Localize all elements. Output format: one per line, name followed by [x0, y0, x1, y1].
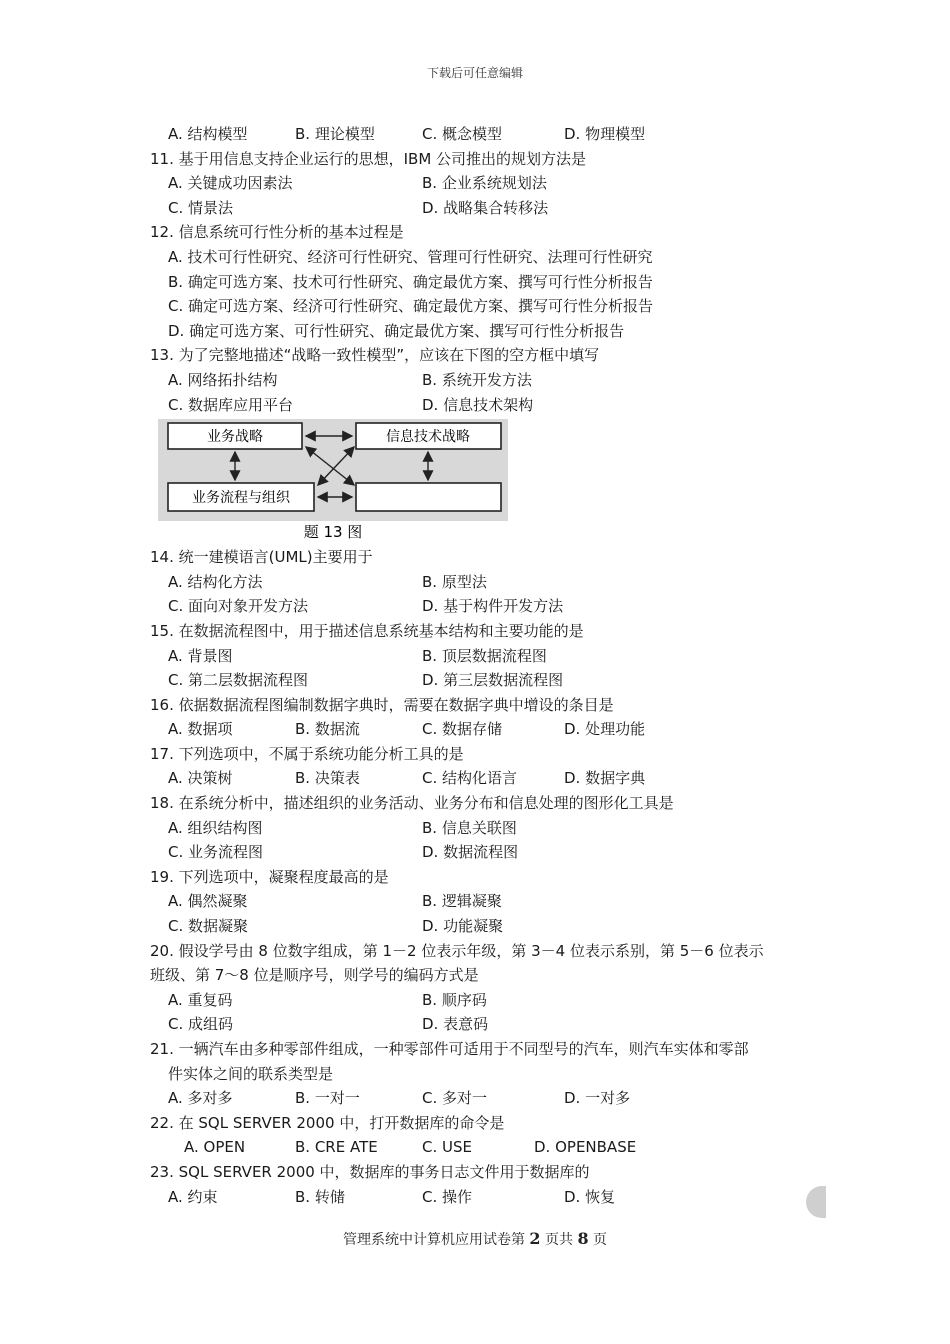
scan-edge-mark — [806, 1186, 826, 1218]
box-empty — [356, 483, 501, 511]
answer-option: D. 基于构件开发方法 — [422, 597, 564, 616]
footer-suffix: 页 — [588, 1232, 608, 1248]
answer-option: A. 偶然凝聚 — [168, 892, 248, 911]
answer-option: C. 数据库应用平台 — [168, 395, 294, 414]
answer-options — [150, 1012, 830, 1037]
answer-option: C. 概念模型 — [422, 125, 503, 143]
question-stem — [150, 865, 830, 890]
answer-option: B. 逻辑凝聚 — [422, 892, 502, 911]
question-text: 15. 在数据流程图中，用于描述信息系统基本结构和主要功能的是 — [150, 621, 584, 640]
answer-option: D. 一对多 — [564, 1089, 631, 1108]
answer-option: C. 数据凝聚 — [168, 917, 249, 936]
question-stem — [150, 693, 830, 718]
answer-options — [150, 393, 830, 418]
answer-options — [150, 1185, 830, 1210]
answer-options — [150, 644, 830, 669]
answer-option: D. 处理功能 — [564, 720, 646, 739]
answer-option: C. 第二层数据流程图 — [168, 671, 309, 690]
answer-option: D. 物理模型 — [564, 125, 646, 143]
answer-option: C. 多对一 — [422, 1089, 488, 1108]
answer-option: A. OPEN — [184, 1138, 246, 1157]
answer-option: A. 关键成功因素法 — [168, 174, 293, 193]
answer-option: A. 重复码 — [168, 990, 233, 1009]
answer-options — [150, 1086, 830, 1111]
answer-option: C. 数据存储 — [422, 720, 503, 739]
answer-options — [150, 717, 830, 742]
answer-option: A. 技术可行性研究、经济可行性研究、管理可行性研究、法理可行性研究 — [168, 247, 653, 266]
figure-caption: 题 13 图 — [303, 523, 363, 542]
question-stem — [150, 791, 830, 816]
answer-options — [150, 368, 830, 393]
strategy-alignment-diagram — [158, 419, 830, 545]
question-text: 12. 信息系统可行性分析的基本过程是 — [150, 223, 404, 242]
footer-page-number: 2 — [529, 1229, 541, 1248]
answer-options — [150, 668, 830, 693]
answer-option: B. 数据流 — [295, 720, 360, 739]
answer-option: C. 面向对象开发方法 — [168, 597, 309, 616]
question-stem — [150, 1037, 830, 1062]
answer-option: D. 数据流程图 — [422, 843, 519, 862]
answer-option: C. 确定可选方案、经济可行性研究、确定最优方案、撰写可行性分析报告 — [168, 297, 654, 316]
question-stem — [150, 963, 830, 988]
answer-option: B. 原型法 — [422, 572, 487, 591]
answer-option: D. 第三层数据流程图 — [422, 671, 564, 690]
answer-options — [150, 1135, 830, 1160]
answer-option: A. 网络拓扑结构 — [168, 370, 278, 389]
answer-option: A. 多对多 — [168, 1089, 233, 1108]
answer-option: B. 企业系统规划法 — [422, 174, 547, 193]
answer-options — [150, 816, 830, 841]
question-text: 19. 下列选项中，凝聚程度最高的是 — [150, 867, 389, 886]
footer-total-pages: 8 — [577, 1229, 589, 1248]
answer-option: A. 结构化方法 — [168, 572, 263, 591]
question-stem — [150, 1160, 830, 1185]
answer-option: B. 决策表 — [295, 769, 360, 788]
question-stem — [150, 742, 830, 767]
answer-option: C. 操作 — [422, 1187, 473, 1206]
exam-page-body — [150, 122, 830, 1209]
answer-option: A. 背景图 — [168, 646, 233, 665]
answer-options — [150, 988, 830, 1013]
answer-options — [150, 889, 830, 914]
answer-option: D. 确定可选方案、可行性研究、确定最优方案、撰写可行性分析报告 — [168, 321, 625, 340]
answer-option: D. OPENBASE — [534, 1138, 637, 1157]
answer-option: C. 成组码 — [168, 1015, 234, 1034]
answer-option: A. 组织结构图 — [168, 818, 263, 837]
answer-options — [150, 294, 830, 319]
answer-options — [150, 245, 830, 270]
answer-options — [150, 171, 830, 196]
answer-option: A. 约束 — [168, 1187, 218, 1206]
answer-options — [150, 914, 830, 939]
answer-option: A. 数据项 — [168, 720, 233, 739]
answer-options — [150, 196, 830, 221]
answer-option: B. 确定可选方案、技术可行性研究、确定最优方案、撰写可行性分析报告 — [168, 272, 653, 291]
answer-option: A. 结构模型 — [168, 125, 248, 143]
answer-option: D. 表意码 — [422, 1015, 489, 1034]
label-business-strategy: 业务战略 — [207, 429, 263, 446]
question-text: 11. 基于用信息支持企业运行的思想，IBM 公司推出的规划方法是 — [150, 149, 587, 168]
answer-option: C. 业务流程图 — [168, 843, 264, 862]
answer-option: C. 情景法 — [168, 198, 234, 217]
answer-options — [150, 1062, 830, 1087]
answer-option: D. 信息技术架构 — [422, 395, 534, 414]
question-stem — [150, 220, 830, 245]
answer-options — [150, 594, 830, 619]
question-text: 16. 依据数据流程图编制数据字典时，需要在数据字典中增设的条目是 — [150, 695, 614, 714]
answer-option: B. 理论模型 — [295, 125, 375, 143]
answer-options — [150, 840, 830, 865]
question-text: 17. 下列选项中，不属于系统功能分析工具的是 — [150, 744, 464, 763]
answer-options — [150, 319, 830, 344]
answer-option: B. 顶层数据流程图 — [422, 646, 547, 665]
page-footer — [0, 1229, 950, 1249]
question-text: 21. 一辆汽车由多种零部件组成，一种零部件可适用于不同型号的汽车，则汽车实体和零部 — [150, 1040, 749, 1058]
answer-option: D. 战略集合转移法 — [422, 198, 549, 217]
answer-options — [150, 570, 830, 595]
answer-option: D. 功能凝聚 — [422, 917, 504, 936]
answer-option: B. CRE ATE — [295, 1138, 378, 1157]
question-stem — [150, 343, 830, 368]
question-stem — [150, 1111, 830, 1136]
answer-option: B. 信息关联图 — [422, 818, 517, 837]
answer-option: D. 恢复 — [564, 1187, 616, 1206]
footer-prefix: 管理系统中计算机应用试卷第 — [342, 1232, 530, 1248]
question-text: 14. 统一建模语言(UML)主要用于 — [150, 548, 373, 567]
answer-option: B. 一对一 — [295, 1089, 360, 1108]
answer-option: D. 数据字典 — [564, 769, 646, 788]
question-text: 23. SQL SERVER 2000 中，数据库的事务日志文件用于数据库的 — [150, 1162, 590, 1181]
question-stem — [150, 545, 830, 570]
answer-option: C. USE — [422, 1138, 472, 1157]
answer-option: A. 决策树 — [168, 769, 233, 788]
answer-option: B. 系统开发方法 — [422, 370, 532, 389]
answer-option: B. 转储 — [295, 1187, 345, 1206]
question-text: 班级、第 7～8 位是顺序号，则学号的编码方式是 — [150, 966, 479, 985]
label-business-process: 业务流程与组织 — [192, 490, 290, 507]
answer-options — [150, 766, 830, 791]
page-header: 下载后可任意编辑 — [426, 66, 523, 80]
answer-options — [150, 122, 830, 147]
question-stem — [150, 939, 830, 964]
question-stem — [150, 147, 830, 172]
question-text: 22. 在 SQL SERVER 2000 中，打开数据库的命令是 — [150, 1113, 505, 1132]
question-text: 13. 为了完整地描述“战略一致性模型”，应该在下图的空方框中填写 — [150, 346, 600, 365]
footer-middle: 页共 — [540, 1232, 578, 1248]
question-text: 20. 假设学号由 8 位数字组成，第 1－2 位表示年级，第 3－4 位表示系别，第 5－6 位表示 — [150, 941, 764, 960]
answer-option: B. 顺序码 — [422, 990, 487, 1009]
answer-option: C. 结构化语言 — [422, 769, 518, 788]
question-stem — [150, 619, 830, 644]
label-it-strategy: 信息技术战略 — [386, 429, 470, 446]
answer-option: 件实体之间的联系类型是 — [168, 1064, 334, 1083]
diagram-svg — [158, 419, 518, 545]
question-text: 18. 在系统分析中，描述组织的业务活动、业务分布和信息处理的图形化工具是 — [150, 794, 674, 813]
answer-options — [150, 270, 830, 295]
